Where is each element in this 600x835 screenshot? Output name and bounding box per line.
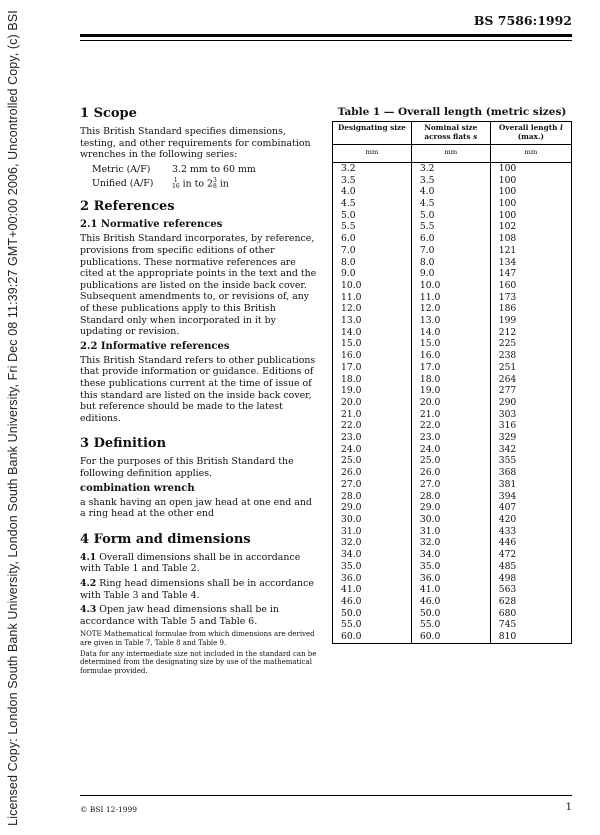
table-cell: 25.0	[333, 455, 412, 467]
table-row	[333, 502, 572, 514]
table-row	[333, 338, 572, 350]
table-cell: 18.0	[333, 374, 412, 386]
table-row	[333, 327, 572, 339]
fraction-three-eighths	[213, 178, 217, 190]
table-cell: 41.0	[411, 584, 490, 596]
table-cell: 60.0	[411, 631, 490, 643]
license-watermark	[2, 0, 24, 835]
table-cell: 368	[490, 467, 571, 479]
metric-value: 3.2 mm to 60 mm	[172, 163, 256, 175]
footer-copyright: © BSI 12-1999	[80, 805, 138, 814]
table-cell: 31.0	[411, 526, 490, 538]
table-1	[332, 106, 572, 644]
table-cell: 32.0	[411, 537, 490, 549]
definition-term-text: a shank having an open jaw head at one end and a ring head at the other end	[80, 496, 312, 520]
table-cell: 16.0	[411, 350, 490, 362]
overall-length-table	[332, 121, 572, 644]
table-cell: 420	[490, 514, 571, 526]
table-cell: 264	[490, 374, 571, 386]
table-cell: 100	[490, 175, 571, 187]
clause-number: 4.3	[80, 604, 97, 616]
table-cell: 12.0	[333, 303, 412, 315]
table-cell: 34.0	[333, 549, 412, 561]
table-cell: 12.0	[411, 303, 490, 315]
table-cell: 680	[490, 608, 571, 620]
table-cell: 7.0	[411, 245, 490, 257]
document-number: BS 7586:1992	[473, 13, 572, 28]
table-cell: 199	[490, 315, 571, 327]
table-cell: 4.0	[411, 186, 490, 198]
units-row	[333, 145, 572, 163]
table-cell: 160	[490, 280, 571, 292]
table-cell: 17.0	[333, 362, 412, 374]
table-row	[333, 631, 572, 643]
table-cell: 50.0	[333, 608, 412, 620]
table-cell: 394	[490, 491, 571, 503]
table-cell: 3.2	[333, 162, 412, 174]
table-cell: 342	[490, 444, 571, 456]
table-cell: 17.0	[411, 362, 490, 374]
table-cell: 23.0	[333, 432, 412, 444]
table-cell: 3.5	[411, 175, 490, 187]
table-cell: 277	[490, 385, 571, 397]
table-cell: 15.0	[333, 338, 412, 350]
table-cell: 212	[490, 327, 571, 339]
table-cell: 225	[490, 338, 571, 350]
table-cell: 19.0	[411, 385, 490, 397]
references-heading: 2 References	[80, 199, 175, 215]
clause-4-2	[80, 578, 320, 601]
table-cell: 21.0	[411, 409, 490, 421]
table-cell: 46.0	[333, 596, 412, 608]
table-cell: 498	[490, 573, 571, 585]
table-cell: 5.5	[333, 221, 412, 233]
table-cell: 355	[490, 455, 571, 467]
table-cell: 485	[490, 561, 571, 573]
table-cell: 446	[490, 537, 571, 549]
table-cell: 13.0	[333, 315, 412, 327]
table-cell: 628	[490, 596, 571, 608]
unit-cell: mm	[490, 145, 571, 163]
note-text-2: Data for any intermediate size not included in the standard can be determined from the designating size by use of the mathematical formulae provided.	[80, 649, 317, 675]
footer-rule	[80, 795, 572, 796]
table-cell: 745	[490, 619, 571, 631]
fraction-denominator: 8	[213, 183, 217, 191]
informative-references-heading: 2.2 Informative references	[80, 340, 230, 352]
table-cell: 4.0	[333, 186, 412, 198]
informative-references-text: This British Standard refers to other publications that provide information or guidance. Editions of these publications current at the time of issue of this standard are listed on the inside back cover, but reference should be made to the latest editions.	[80, 354, 316, 424]
clause-4-3	[80, 604, 320, 627]
table-cell: 100	[490, 198, 571, 210]
table-cell: 15.0	[411, 338, 490, 350]
table-row	[333, 186, 572, 198]
table-cell: 35.0	[333, 561, 412, 573]
clause-4-1	[80, 552, 320, 575]
table-cell: 433	[490, 526, 571, 538]
unit-cell: mm	[411, 145, 490, 163]
table-cell: 810	[490, 631, 571, 643]
table-cell: 108	[490, 233, 571, 245]
table-row	[333, 619, 572, 631]
table-cell: 3.2	[411, 162, 490, 174]
table-cell: 19.0	[333, 385, 412, 397]
table-cell: 32.0	[333, 537, 412, 549]
symbol-l: l	[559, 123, 563, 132]
table-header-row	[333, 122, 572, 145]
metric-label: Metric (A/F)	[92, 163, 151, 175]
table-cell: 134	[490, 257, 571, 269]
scope-heading: 1 Scope	[80, 106, 137, 121]
table-cell: 316	[490, 420, 571, 432]
table-cell: 27.0	[333, 479, 412, 491]
table-cell: 4.5	[411, 198, 490, 210]
table-cell: 9.0	[333, 268, 412, 280]
table-cell: 407	[490, 502, 571, 514]
table-cell: 22.0	[411, 420, 490, 432]
table-cell: 20.0	[333, 397, 412, 409]
clause-text: Ring head dimensions shall be in accordance with Table 3 and Table 4.	[80, 577, 314, 601]
table-cell: 6.0	[333, 233, 412, 245]
table-row	[333, 561, 572, 573]
clause-number: 4.2	[80, 577, 97, 589]
table-row	[333, 303, 572, 315]
table-cell: 55.0	[411, 619, 490, 631]
definition-heading: 3 Definition	[80, 436, 167, 452]
table-row	[333, 257, 572, 269]
unified-label: Unified (A/F)	[92, 178, 154, 190]
table-row	[333, 479, 572, 491]
table-row	[333, 584, 572, 596]
table-cell: 5.0	[333, 210, 412, 222]
definition-text: For the purposes of this British Standard the following definition applies.	[80, 456, 294, 479]
table-cell: 50.0	[411, 608, 490, 620]
table-row	[333, 245, 572, 257]
table-cell: 22.0	[333, 420, 412, 432]
fraction-denominator: 16	[172, 183, 180, 191]
table-row	[333, 350, 572, 362]
table-row	[333, 210, 572, 222]
header-rule-thick	[80, 34, 572, 37]
column-header-text: Nominal size across flats	[424, 123, 478, 141]
table-cell: 41.0	[333, 584, 412, 596]
table-cell: 35.0	[411, 561, 490, 573]
table-cell: 30.0	[411, 514, 490, 526]
table-body	[333, 162, 572, 643]
table-row	[333, 491, 572, 503]
table-row	[333, 444, 572, 456]
page-number: 1	[565, 802, 572, 813]
table-row	[333, 221, 572, 233]
table-row	[333, 374, 572, 386]
table-cell: 4.5	[333, 198, 412, 210]
table-cell: 13.0	[411, 315, 490, 327]
table-cell: 55.0	[333, 619, 412, 631]
table-cell: 46.0	[411, 596, 490, 608]
table-cell: 7.0	[333, 245, 412, 257]
fraction-one-sixteenth	[172, 178, 180, 190]
table-row	[333, 175, 572, 187]
body-text-column	[80, 106, 320, 678]
table-cell: 36.0	[333, 573, 412, 585]
note-text: NOTE Mathematical formulae from which dimensions are derived are given in Table 7, Table 8 and Table 9.	[80, 630, 315, 647]
clause-text: Open jaw head dimensions shall be in accordance with Table 5 and Table 6.	[80, 604, 279, 627]
normative-references-heading: 2.1 Normative references	[80, 219, 223, 231]
unified-series	[92, 178, 320, 190]
watermark-text: Licensed Copy: London South Bank University, London South Bank University, Fri Dec 08 11:39:27 GMT+00:00 2006, Uncontrolled Copy, (c) BSI	[6, 9, 20, 826]
table-title: Table 1 — Overall length (metric sizes)	[337, 106, 567, 118]
table-cell: 29.0	[333, 502, 412, 514]
table-cell: 60.0	[333, 631, 412, 643]
table-cell: 102	[490, 221, 571, 233]
symbol-s: s	[473, 131, 478, 141]
table-row	[333, 198, 572, 210]
table-cell: 11.0	[333, 292, 412, 304]
table-cell: 14.0	[333, 327, 412, 339]
table-cell: 5.5	[411, 221, 490, 233]
table-cell: 36.0	[411, 573, 490, 585]
table-cell: 100	[490, 210, 571, 222]
table-cell: 6.0	[411, 233, 490, 245]
table-cell: 30.0	[333, 514, 412, 526]
table-row	[333, 315, 572, 327]
column-header-max: (max.)	[517, 131, 544, 141]
table-cell: 303	[490, 409, 571, 421]
table-row	[333, 385, 572, 397]
table-cell: 186	[490, 303, 571, 315]
normative-references-text: This British Standard incorporates, by reference, provisions from specific editions of other publications. These normative references are cited at the appropriate points in the text and the publications are listed on the inside back cover. Subsequent amendments to, or revisions of, any of these publications apply to this British Standard only when incorporated in it by updating or revision.	[80, 233, 317, 338]
table-cell: 26.0	[333, 467, 412, 479]
table-row	[333, 596, 572, 608]
table-cell: 16.0	[333, 350, 412, 362]
table-cell: 8.0	[411, 257, 490, 269]
table-cell: 238	[490, 350, 571, 362]
table-cell: 25.0	[411, 455, 490, 467]
table-cell: 381	[490, 479, 571, 491]
table-cell: 5.0	[411, 210, 490, 222]
table-row	[333, 526, 572, 538]
unified-value	[172, 178, 229, 190]
column-header-designating-size: Designating size	[333, 122, 412, 145]
table-cell: 23.0	[411, 432, 490, 444]
table-row	[333, 537, 572, 549]
table-cell: 8.0	[333, 257, 412, 269]
table-row	[333, 233, 572, 245]
fraction-numerator: 1	[173, 177, 178, 185]
table-cell: 290	[490, 397, 571, 409]
table-row	[333, 455, 572, 467]
table-cell: 173	[490, 292, 571, 304]
table-cell: 472	[490, 549, 571, 561]
table-row	[333, 573, 572, 585]
table-cell: 29.0	[411, 502, 490, 514]
table-row	[333, 280, 572, 292]
table-cell: 329	[490, 432, 571, 444]
table-cell: 21.0	[333, 409, 412, 421]
fraction-numerator: 3	[213, 177, 217, 185]
table-row	[333, 162, 572, 174]
scope-text: This British Standard specifies dimensions, testing, and other requirements for combination wrenches in the following series:	[80, 126, 311, 161]
table-row	[333, 397, 572, 409]
definition-term: combination wrench	[80, 482, 195, 494]
table-row	[333, 514, 572, 526]
table-cell: 147	[490, 268, 571, 280]
table-cell: 34.0	[411, 549, 490, 561]
table-cell: 18.0	[411, 374, 490, 386]
table-cell: 24.0	[333, 444, 412, 456]
table-row	[333, 432, 572, 444]
table-cell: 26.0	[411, 467, 490, 479]
table-row	[333, 362, 572, 374]
clause-text: Overall dimensions shall be in accordance with Table 1 and Table 2.	[80, 551, 301, 575]
metric-series	[92, 164, 320, 176]
table-row	[333, 268, 572, 280]
unified-range-text: in to 2	[182, 178, 213, 190]
table-row	[333, 549, 572, 561]
table-row	[333, 467, 572, 479]
table-cell: 20.0	[411, 397, 490, 409]
table-cell: 100	[490, 186, 571, 198]
table-cell: 10.0	[333, 280, 412, 292]
table-row	[333, 420, 572, 432]
table-cell: 563	[490, 584, 571, 596]
table-cell: 121	[490, 245, 571, 257]
table-cell: 100	[490, 162, 571, 174]
table-cell: 251	[490, 362, 571, 374]
unit-cell: mm	[333, 145, 412, 163]
table-cell: 24.0	[411, 444, 490, 456]
table-cell: 11.0	[411, 292, 490, 304]
column-header-text: Overall length	[499, 123, 560, 132]
table-cell: 31.0	[333, 526, 412, 538]
column-header-nominal-size	[411, 122, 490, 145]
header-rule-thin	[80, 40, 572, 41]
form-heading: 4 Form and dimensions	[80, 531, 251, 547]
table-row	[333, 608, 572, 620]
table-row	[333, 292, 572, 304]
column-header-overall-length	[490, 122, 571, 145]
table-cell: 9.0	[411, 268, 490, 280]
table-cell: 28.0	[411, 491, 490, 503]
table-cell: 3.5	[333, 175, 412, 187]
unified-unit: in	[219, 178, 229, 190]
table-cell: 10.0	[411, 280, 490, 292]
clause-number: 4.1	[80, 551, 97, 563]
table-cell: 14.0	[411, 327, 490, 339]
table-cell: 28.0	[333, 491, 412, 503]
table-cell: 27.0	[411, 479, 490, 491]
table-row	[333, 409, 572, 421]
